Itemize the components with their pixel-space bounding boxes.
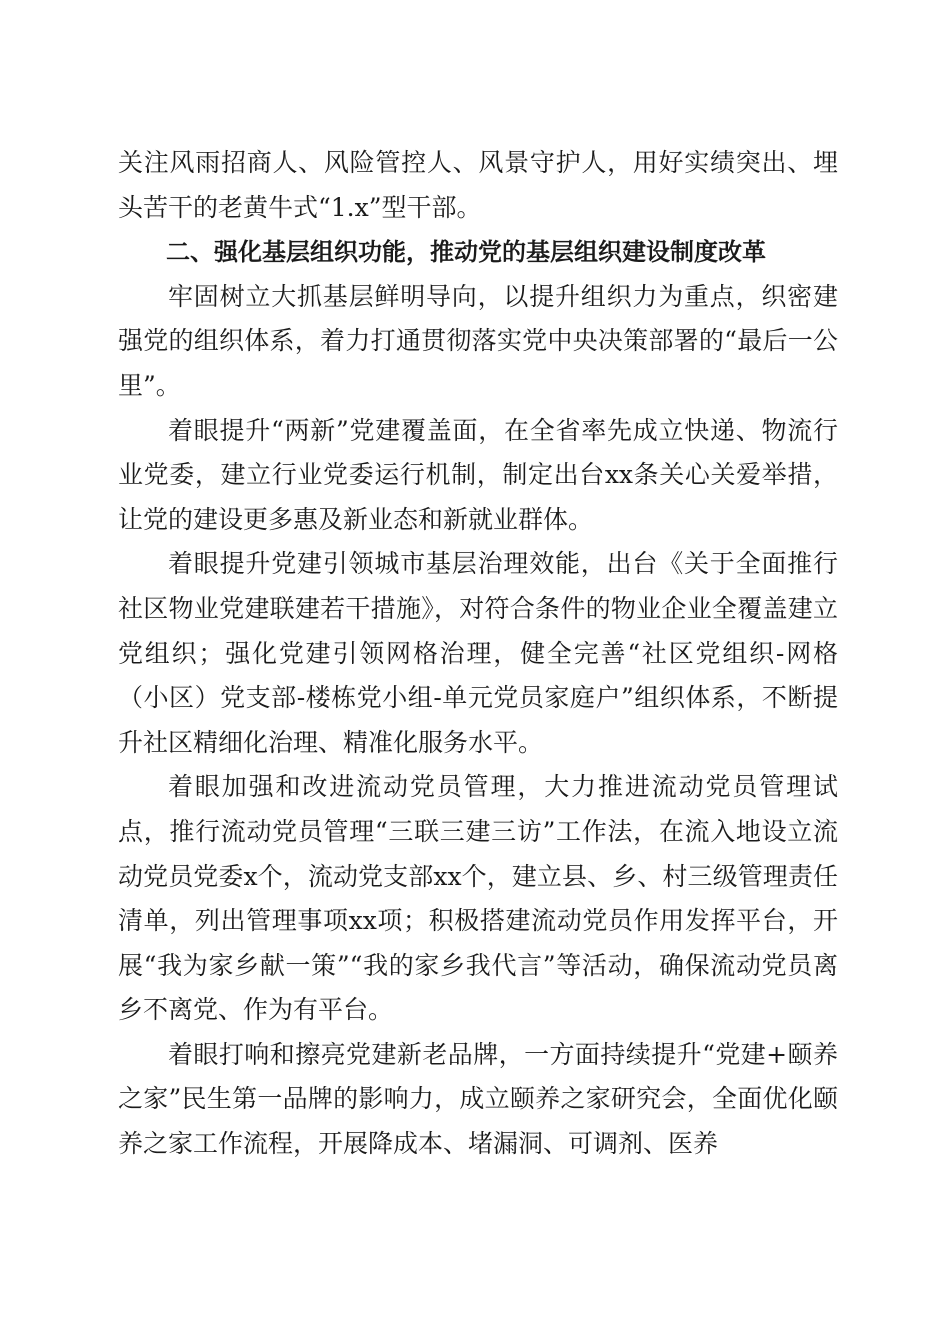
body-paragraph-4: 着眼加强和改进流动党员管理，大力推进流动党员管理试点，推行流动党员管理“三联三建三访”工作法，在流入地设立流动党员党委x个，流动党支部xx个，建立县、乡、村三级管理责任清单，列出管理事项xx项；积极搭建流动党员作用发挥平台，开展“我为家乡献一策”“我的家乡我代言”等活动，确保流动党员离乡不离党、作为有平台。 <box>118 772 838 1025</box>
body-paragraph-5: 着眼打响和擦亮党建新老品牌，一方面持续提升“党建+颐养之家”民生第一品牌的影响力，成立颐养之家研究会，全面优化颐养之家工作流程，开展降成本、堵漏洞、可调剂、医养 <box>118 1039 838 1159</box>
body-paragraph-1: 牢固树立大抓基层鲜明导向，以提升组织力为重点，织密建强党的组织体系，着力打通贯彻落实党中央决策部署的“最后一公里”。 <box>118 281 838 400</box>
body-paragraph-2: 着眼提升“两新”党建覆盖面，在全省率先成立快递、物流行业党委，建立行业党委运行机制，制定出台xx条关心关爱举措，让党的建设更多惠及新业态和新就业群体。 <box>118 415 838 534</box>
document-body <box>118 141 838 1167</box>
section-heading: 二、强化基层组织功能，推动党的基层组织建设制度改革 <box>166 238 766 267</box>
body-paragraph-3: 着眼提升党建引领城市基层治理效能，出台《关于全面推行社区物业党建联建若干措施》，对符合条件的物业企业全覆盖建立党组织；强化党建引领网格治理，健全完善“社区党组织-网格（小区）党支部-楼栋党小组-单元党员家庭户”组织体系，不断提升社区精细化治理、精准化服务水平。 <box>118 549 838 757</box>
continuation-paragraph: 关注风雨招商人、风险管控人、风景守护人，用好实绩突出、埋头苦干的老黄牛式“1.x”型干部。 <box>118 148 838 222</box>
